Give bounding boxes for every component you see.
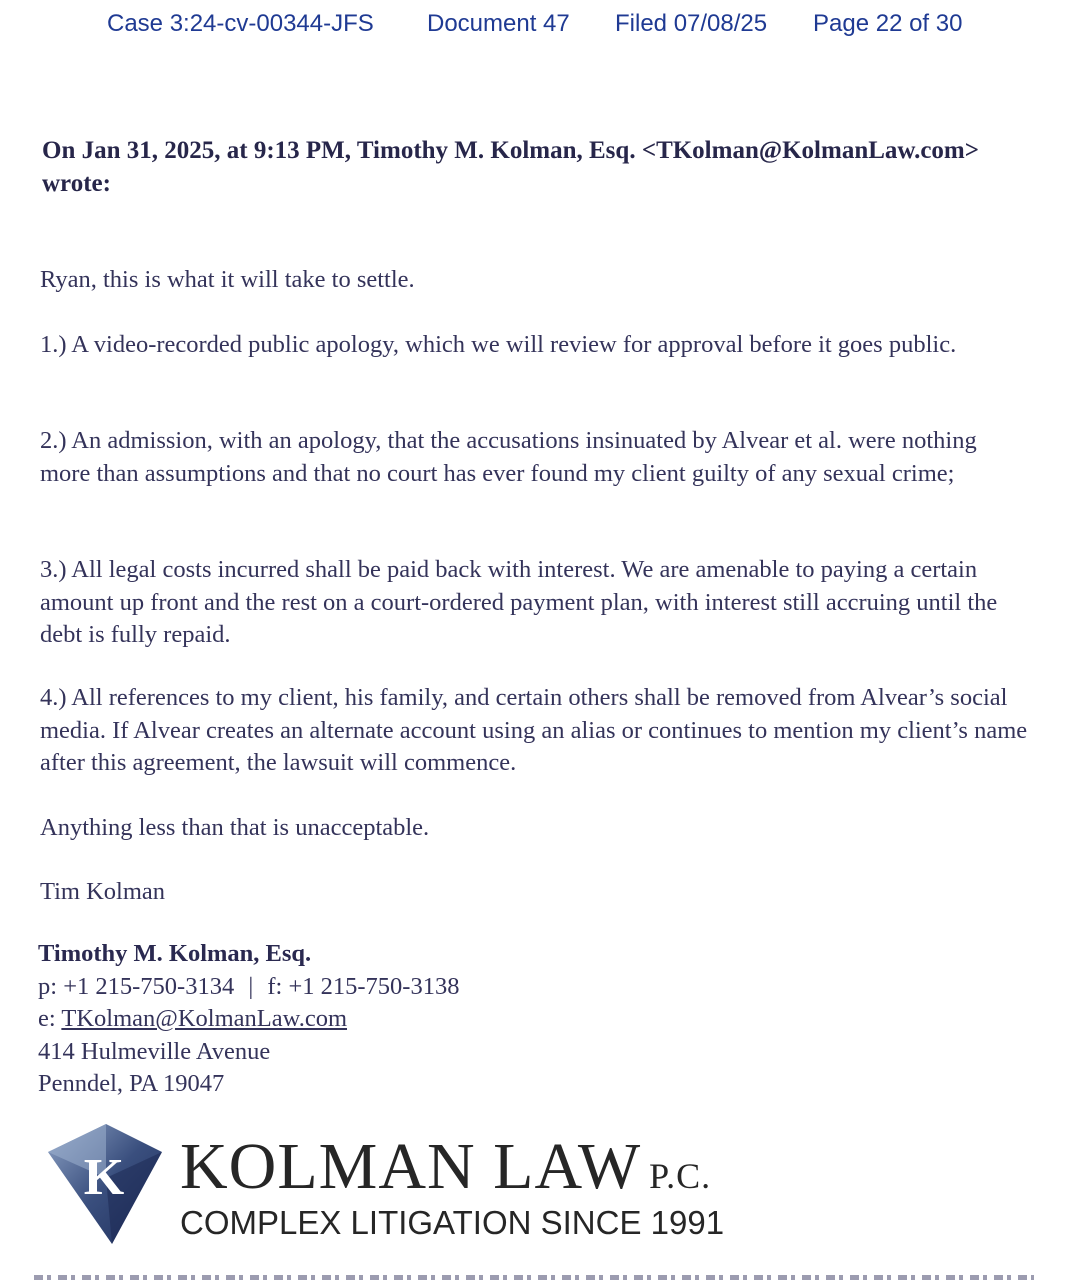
email-quote-header-line: On Jan 31, 2025, at 9:13 PM, Timothy M. Kolman, Esq. <TKolman@KolmanLaw.com> — [42, 137, 979, 164]
signature-block — [38, 938, 738, 1101]
cut-off-footer-text — [34, 1262, 1044, 1280]
footer-text-fragment — [34, 1275, 1034, 1280]
email-greeting: Ryan, this is what it will take to settle. — [40, 266, 415, 293]
email-closing: Anything less than that is unacceptable. — [40, 814, 430, 841]
fax-label: f: — [267, 972, 283, 1000]
address-line-2: Penndel, PA 19047 — [38, 1070, 225, 1097]
logo-letter: K — [83, 1149, 125, 1206]
settlement-term-1: 1.) A video-recorded public apology, which we will review for approval before it goes public. — [40, 331, 957, 358]
email-quote-header-wrote: wrote: — [42, 170, 111, 197]
settlement-term-3: 3.) All legal costs incurred shall be paid back with interest. We are amenable to paying a certain amount up front and the rest on a court-ordered payment plan, with interest still accruing until the debt is fully repaid. — [40, 556, 998, 648]
address-line-1: 414 Hulmeville Avenue — [38, 1037, 271, 1065]
page-number: Page 22 of 30 — [813, 10, 963, 37]
signature-phone-line — [38, 971, 738, 1004]
case-number: Case 3:24-cv-00344-JFS — [107, 10, 374, 37]
kolman-shield-icon — [44, 1122, 166, 1246]
fax-number: +1 215-750-3138 — [288, 972, 460, 1000]
phone-number: +1 215-750-3134 — [63, 972, 235, 1000]
phone-label: p: — [38, 972, 58, 1000]
email-label: e: — [38, 1005, 56, 1032]
logo-suffix: P.C. — [649, 1156, 712, 1196]
logo-wordmark — [180, 1132, 711, 1211]
email-quote-header — [42, 134, 1032, 200]
settlement-term-2: 2.) An admission, with an apology, that the accusations insinuated by Alvear et al. were nothing more than assumptions and that no court has ever found my client guilty of any sexual crime; — [40, 427, 977, 487]
signature-email-link[interactable]: TKolman@KolmanLaw.com — [61, 1005, 348, 1032]
signature-email-line — [38, 1003, 738, 1036]
logo-firm-name: KOLMAN LAW — [180, 1130, 642, 1203]
filed-date: Filed 07/08/25 — [615, 10, 768, 37]
court-filing-header — [0, 10, 1065, 44]
email-sign-off: Tim Kolman — [40, 878, 166, 905]
contact-separator: | — [248, 972, 254, 1000]
logo-tagline: COMPLEX LITIGATION SINCE 1991 — [180, 1204, 725, 1241]
kolman-law-logo — [44, 1122, 764, 1252]
settlement-term-4: 4.) All references to my client, his family, and certain others shall be removed from Alvear’s social media. If Alvear creates an alternate account using an alias or continues to mention my client’s name after this agreement, the lawsuit will commence. — [40, 684, 1028, 776]
document-number: Document 47 — [427, 10, 570, 37]
signature-name: Timothy M. Kolman, Esq. — [38, 940, 312, 967]
